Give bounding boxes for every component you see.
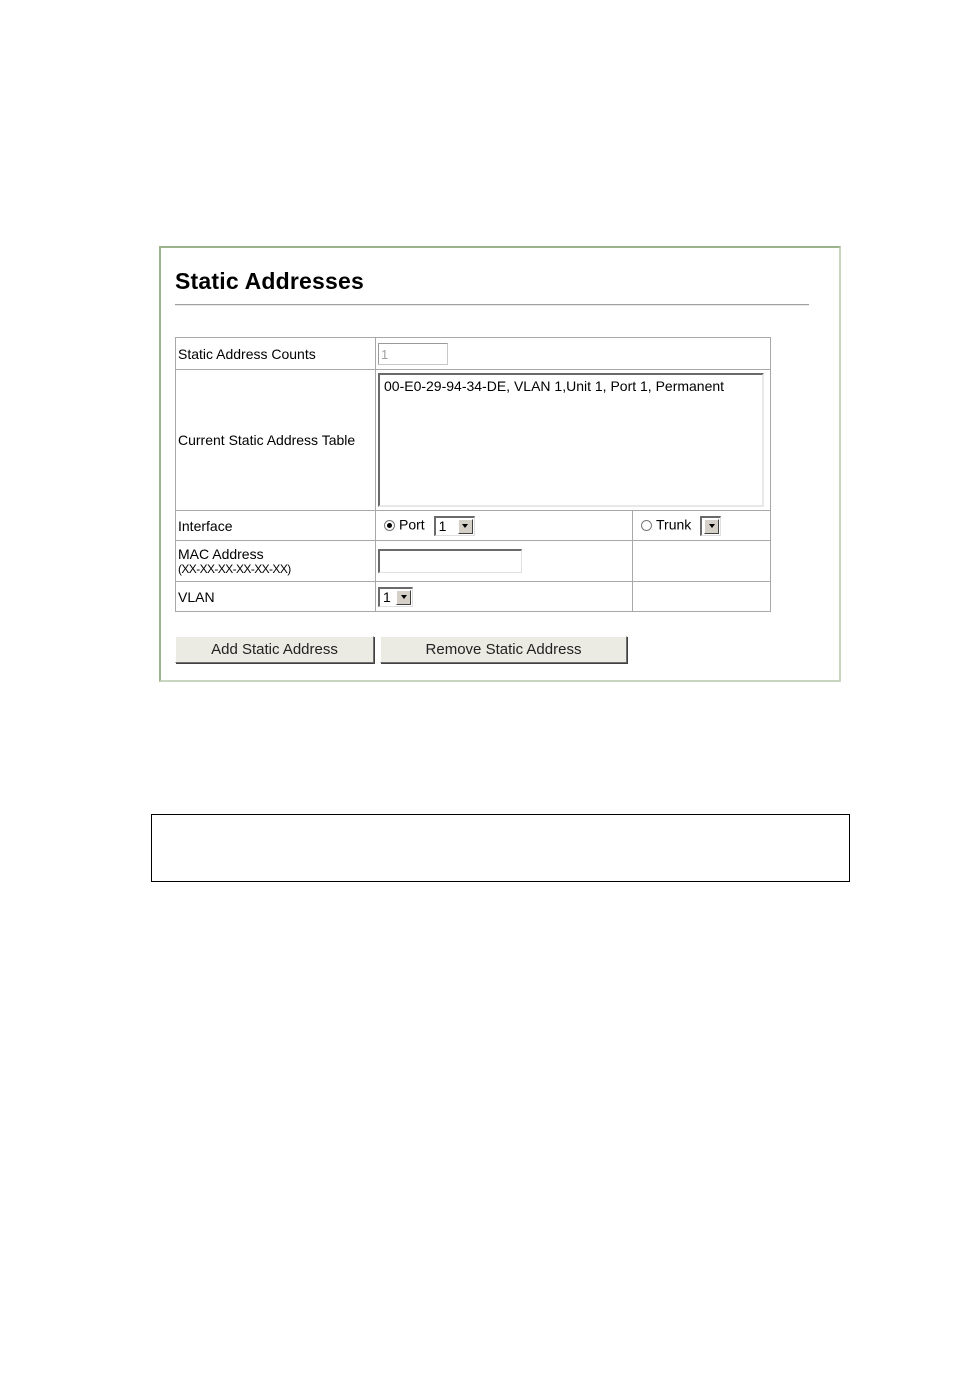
static-address-counts-label: Static Address Counts bbox=[176, 338, 376, 370]
static-address-listbox[interactable] bbox=[378, 373, 764, 507]
vlan-label: VLAN bbox=[176, 582, 376, 612]
vlan-select-value: 1 bbox=[383, 588, 391, 605]
chevron-down-icon[interactable] bbox=[458, 519, 473, 534]
port-radio[interactable] bbox=[384, 520, 395, 531]
chevron-down-icon[interactable] bbox=[704, 519, 719, 534]
note-box bbox=[151, 814, 850, 882]
trunk-select[interactable] bbox=[700, 516, 721, 536]
current-static-address-table-label: Current Static Address Table bbox=[176, 370, 376, 511]
trunk-radio[interactable] bbox=[641, 520, 652, 531]
static-addresses-panel bbox=[159, 246, 841, 682]
mac-address-label: MAC Address bbox=[178, 546, 264, 562]
mac-address-input[interactable] bbox=[378, 549, 522, 573]
port-select[interactable] bbox=[434, 516, 475, 536]
chevron-down-icon[interactable] bbox=[396, 590, 411, 605]
interface-label: Interface bbox=[176, 511, 376, 541]
row-interface bbox=[176, 511, 771, 541]
row-static-address-counts bbox=[176, 338, 771, 370]
port-radio-label: Port bbox=[399, 516, 425, 533]
static-address-form bbox=[175, 337, 771, 612]
trunk-radio-label: Trunk bbox=[656, 516, 692, 533]
vlan-select[interactable] bbox=[378, 587, 413, 607]
mac-address-format-hint: (XX-XX-XX-XX-XX-XX) bbox=[178, 562, 291, 576]
row-vlan bbox=[176, 582, 771, 612]
port-select-value: 1 bbox=[438, 517, 447, 534]
title-divider bbox=[175, 304, 809, 306]
row-mac-address bbox=[176, 541, 771, 582]
add-static-address-button[interactable]: Add Static Address bbox=[175, 636, 374, 663]
row-current-static-address-table bbox=[176, 370, 771, 511]
remove-static-address-button[interactable]: Remove Static Address bbox=[380, 636, 627, 663]
list-item[interactable]: 00-E0-29-94-34-DE, VLAN 1,Unit 1, Port 1, Permanent bbox=[384, 378, 725, 394]
static-address-counts-field: 1 bbox=[378, 343, 448, 365]
page-title: Static Addresses bbox=[175, 268, 364, 294]
